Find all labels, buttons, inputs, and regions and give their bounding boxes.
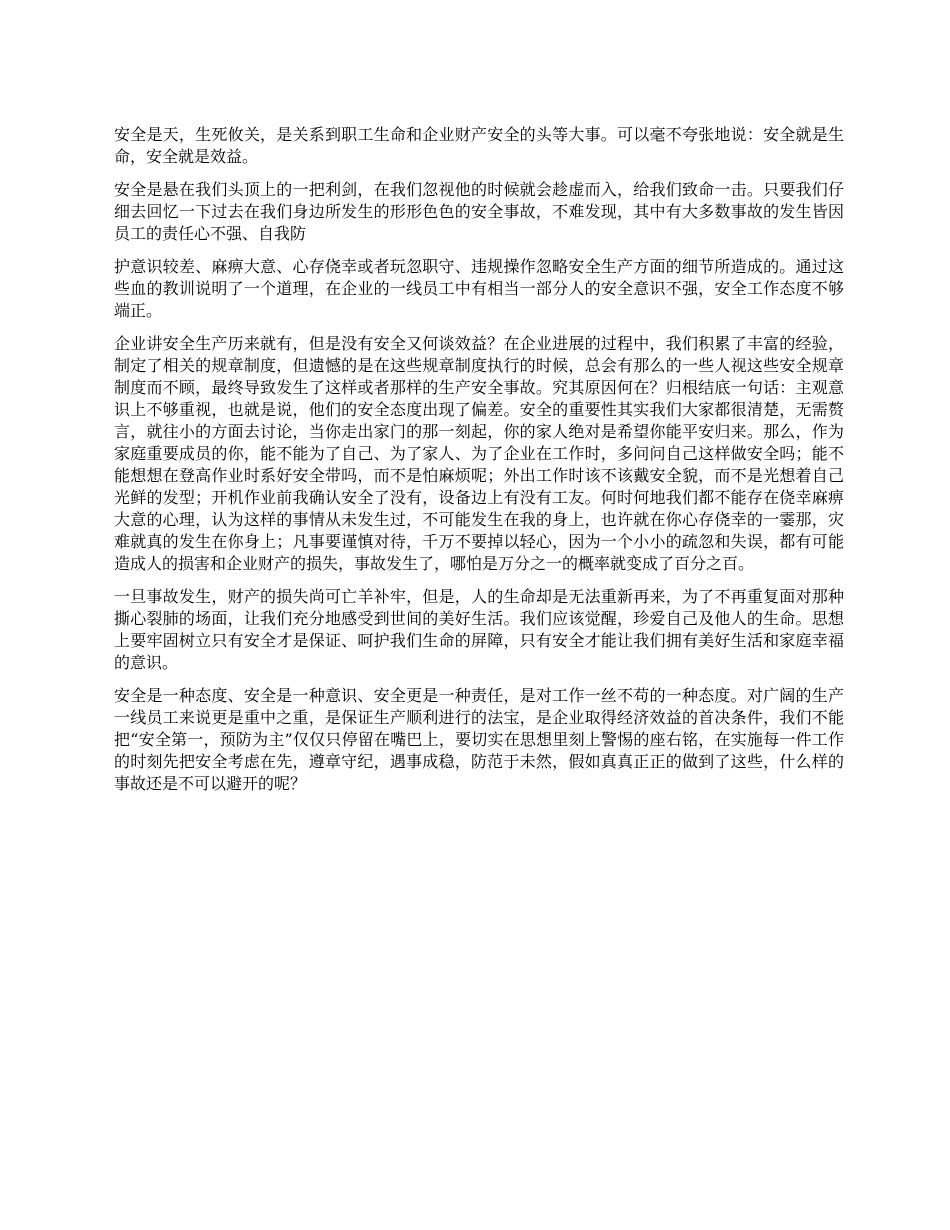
paragraph-6: 安全是一种态度、安全是一种意识、安全更是一种责任，是对工作一丝不苟的一种态度。对广阔的生产一线员工来说更是重中之重，是保证生产顺利进行的法宝，是企业取得经济效益的首决条件，我们不能把“安全第一，预防为主”仅仅只停留在嘴巴上，要切实在思想里刻上警惕的座右铭，在实施每一件工作的时刻先把安全考虑在先，遵章守纪，遇事成稳，防范于未然，假如真真正正的做到了这些，什么样的事故还是不可以避开的呢？ [114,686,844,793]
paragraph-3: 护意识较差、麻痹大意、心存侥幸或者玩忽职守、违规操作忽略安全生产方面的细节所造成的。通过这些血的教训说明了一个道理，在企业的一线员工中有相当一部分人的安全意识不强，安全工作态度不够端正。 [114,257,844,320]
document-body [114,124,844,806]
paragraph-1: 安全是天，生死攸关，是关系到职工生命和企业财产安全的头等大事。可以毫不夸张地说：安全就是生命，安全就是效益。 [114,125,844,166]
paragraph-2: 安全是悬在我们头顶上的一把利剑，在我们忽视他的时候就会趁虚而入，给我们致命一击。只要我们仔细去回忆一下过去在我们身边所发生的形形色色的安全事故，不难发现，其中有大多数事故的发生皆因员工的责任心不强、自我防 [114,180,844,243]
paragraph-5: 一旦事故发生，财产的损失尚可亡羊补牢，但是，人的生命却是无法重新再来，为了不再重复面对那种撕心裂肺的场面，让我们充分地感受到世间的美好生活。我们应该觉醒，珍爱自己及他人的生命。思想上要牢固树立只有安全才是保证、呵护我们生命的屏障，只有安全才能让我们拥有美好生活和家庭幸福的意识。 [114,587,844,672]
paragraph-4: 企业讲安全生产历来就有，但是没有安全又何谈效益？在企业进展的过程中，我们积累了丰富的经验，制定了相关的规章制度，但遗憾的是在这些规章制度执行的时候，总会有那么的一些人视这些安全规章制度而不顾，最终导致发生了这样或者那样的生产安全事故。究其原因何在？归根结底一句话：主观意识上不够重视，也就是说，他们的安全态度出现了偏差。安全的重要性其实我们大家都很清楚，无需赘言，就往小的方面去讨论，当你走出家门的那一刻起，你的家人绝对是希望你能平安归来。那么，作为家庭重要成员的你，能不能为了自己、为了家人、为了企业在工作时，多问问自己这样做安全吗；能不能想想在登高作业时系好安全带吗，而不是怕麻烦呢；外出工作时该不该戴安全貌，而不是光想着自己光鲜的发型；开机作业前我确认安全了没有，设备边上有没有工友。何时何地我们都不能存在侥幸麻痹大意的心理，认为这样的事情从未发生过，不可能发生在我的身上，也许就在你心存侥幸的一霎那，灾难就真的发生在你身上；凡事要谨慎对待，千万不要掉以轻心，因为一个小小的疏忽和失误，都有可能造成人的损害和企业财产的损失，事故发生了，哪怕是万分之一的概率就变成了百分之百。 [114,334,844,573]
